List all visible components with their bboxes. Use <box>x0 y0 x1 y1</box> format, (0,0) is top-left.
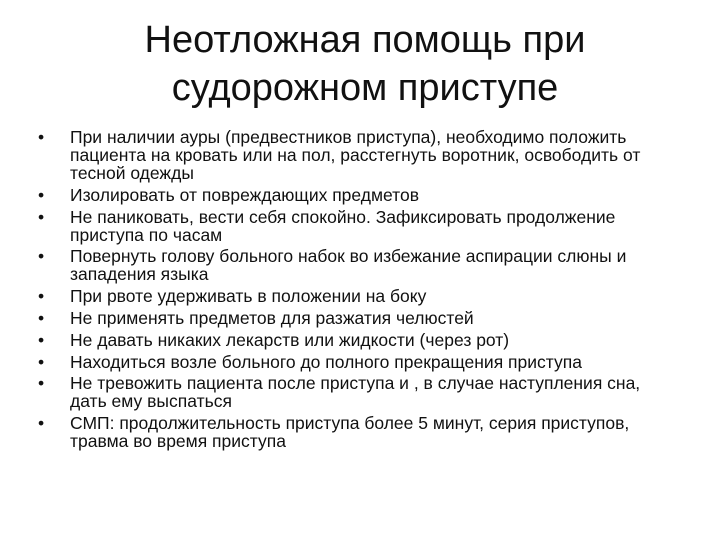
list-item-text: Повернуть голову больного набок во избежание аспирации слюны и западения языка <box>70 246 627 285</box>
slide-title-line-2: судорожном приступе <box>171 67 559 109</box>
list-item <box>38 128 678 182</box>
bullet-icon: • <box>38 329 45 350</box>
slide-title-line-1: Неотложная помощь при <box>144 19 586 61</box>
bullet-list <box>38 128 678 454</box>
list-item <box>38 287 678 305</box>
list-item-text: Находиться возле больного до полного прекращения приступа <box>70 351 582 372</box>
list-item <box>38 186 678 204</box>
bullet-icon: • <box>38 206 45 227</box>
list-item <box>38 414 678 450</box>
slide-title <box>30 16 700 112</box>
bullet-icon: • <box>38 286 45 307</box>
list-item-text: При наличии ауры (предвестников приступа), необходимо положить пациента на кровать или на пол, расстегнуть воротник, освободить от тесной одежды <box>70 127 641 183</box>
list-item-text: Не паниковать, вести себя спокойно. Зафиксировать продолжение приступа по часам <box>70 206 616 245</box>
list-item <box>38 208 678 244</box>
list-item-text: При рвоте удерживать в положении на боку <box>70 286 427 307</box>
list-item <box>38 353 678 371</box>
list-item-text: Не тревожить пациента после приступа и , в случае наступления сна, дать ему выспаться <box>70 373 641 412</box>
bullet-icon: • <box>38 246 45 267</box>
bullet-icon: • <box>38 351 45 372</box>
bullet-icon: • <box>38 413 45 434</box>
list-item <box>38 247 678 283</box>
bullet-icon: • <box>38 307 45 328</box>
list-item <box>38 374 678 410</box>
list-item-text: Не давать никаких лекарств или жидкости (через рот) <box>70 329 510 350</box>
list-item <box>38 309 678 327</box>
bullet-icon: • <box>38 373 45 394</box>
list-item-text: Не применять предметов для разжатия челюстей <box>70 307 474 328</box>
bullet-icon: • <box>38 127 45 147</box>
list-item-text: СМП: продолжительность приступа более 5 минут, серия приступов, травма во время приступа <box>70 413 630 452</box>
list-item <box>38 331 678 349</box>
list-item-text: Изолировать от повреждающих предметов <box>70 184 420 205</box>
bullet-icon: • <box>38 184 45 205</box>
